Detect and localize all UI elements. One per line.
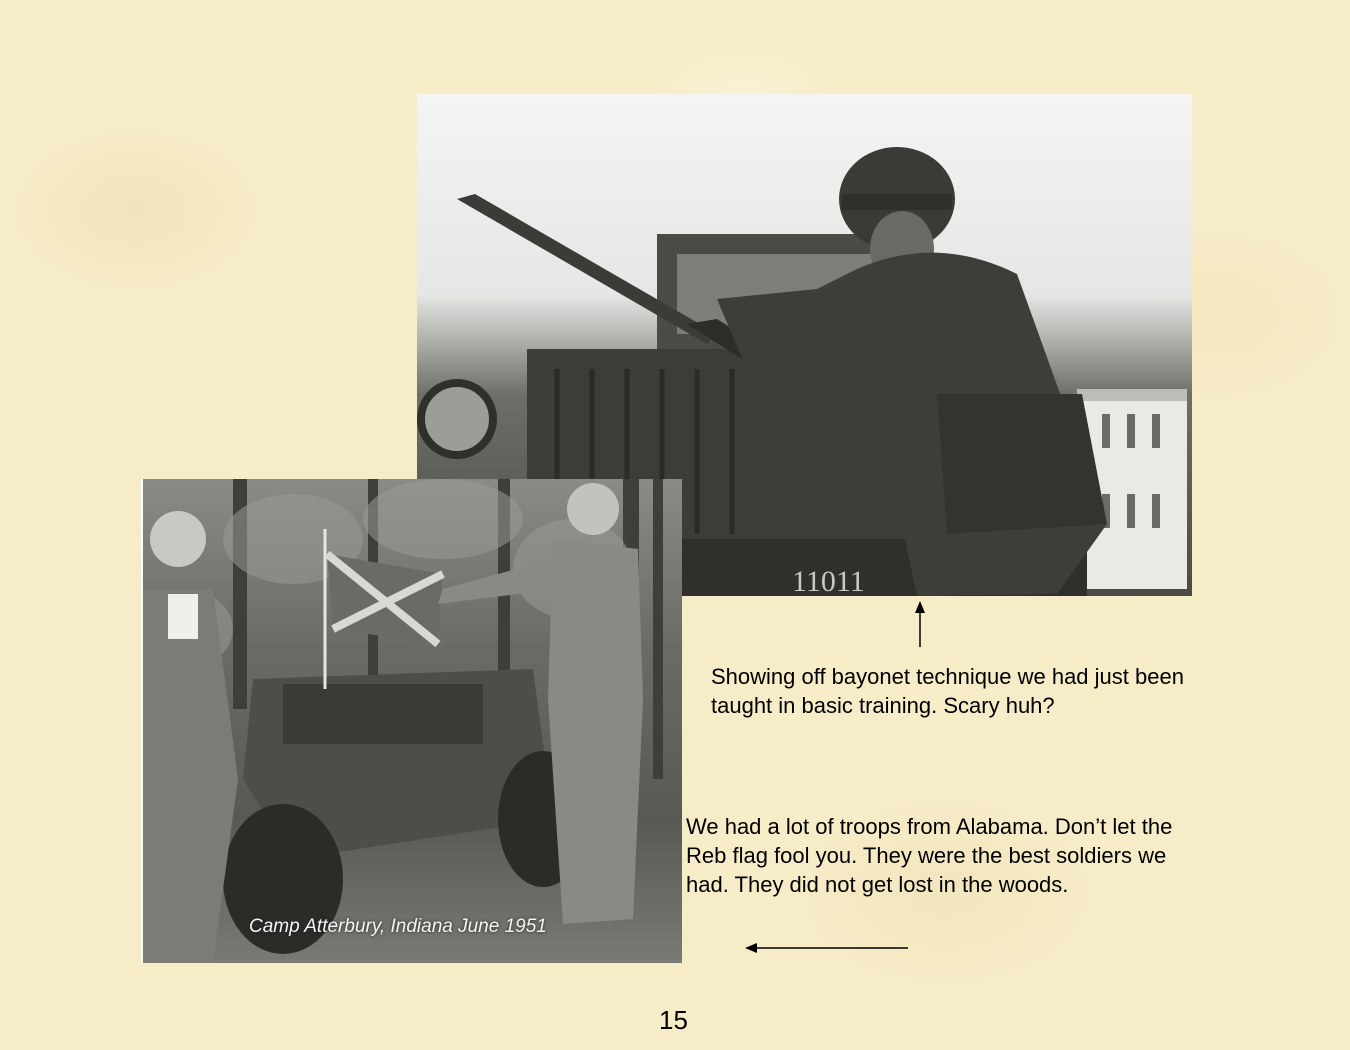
page-number: 15 bbox=[659, 1005, 688, 1035]
up-arrow-icon bbox=[912, 600, 928, 648]
alabama-troops-caption: We had a lot of troops from Alabama. Don’t let the Reb flag fool you. They were the best soldiers we had. They did not get lost in the woods. bbox=[686, 814, 1173, 897]
jeep-photo-illustration bbox=[143, 479, 682, 963]
jeep-photo-caption: Camp Atterbury, Indiana June 1951 bbox=[249, 916, 547, 937]
bayonet-caption: Showing off bayonet technique we had just been taught in basic training. Scary huh? bbox=[711, 664, 1184, 718]
left-arrow-icon bbox=[744, 940, 910, 956]
jeep-photo bbox=[141, 479, 682, 963]
truck-number-marking: 11011 bbox=[792, 565, 865, 596]
